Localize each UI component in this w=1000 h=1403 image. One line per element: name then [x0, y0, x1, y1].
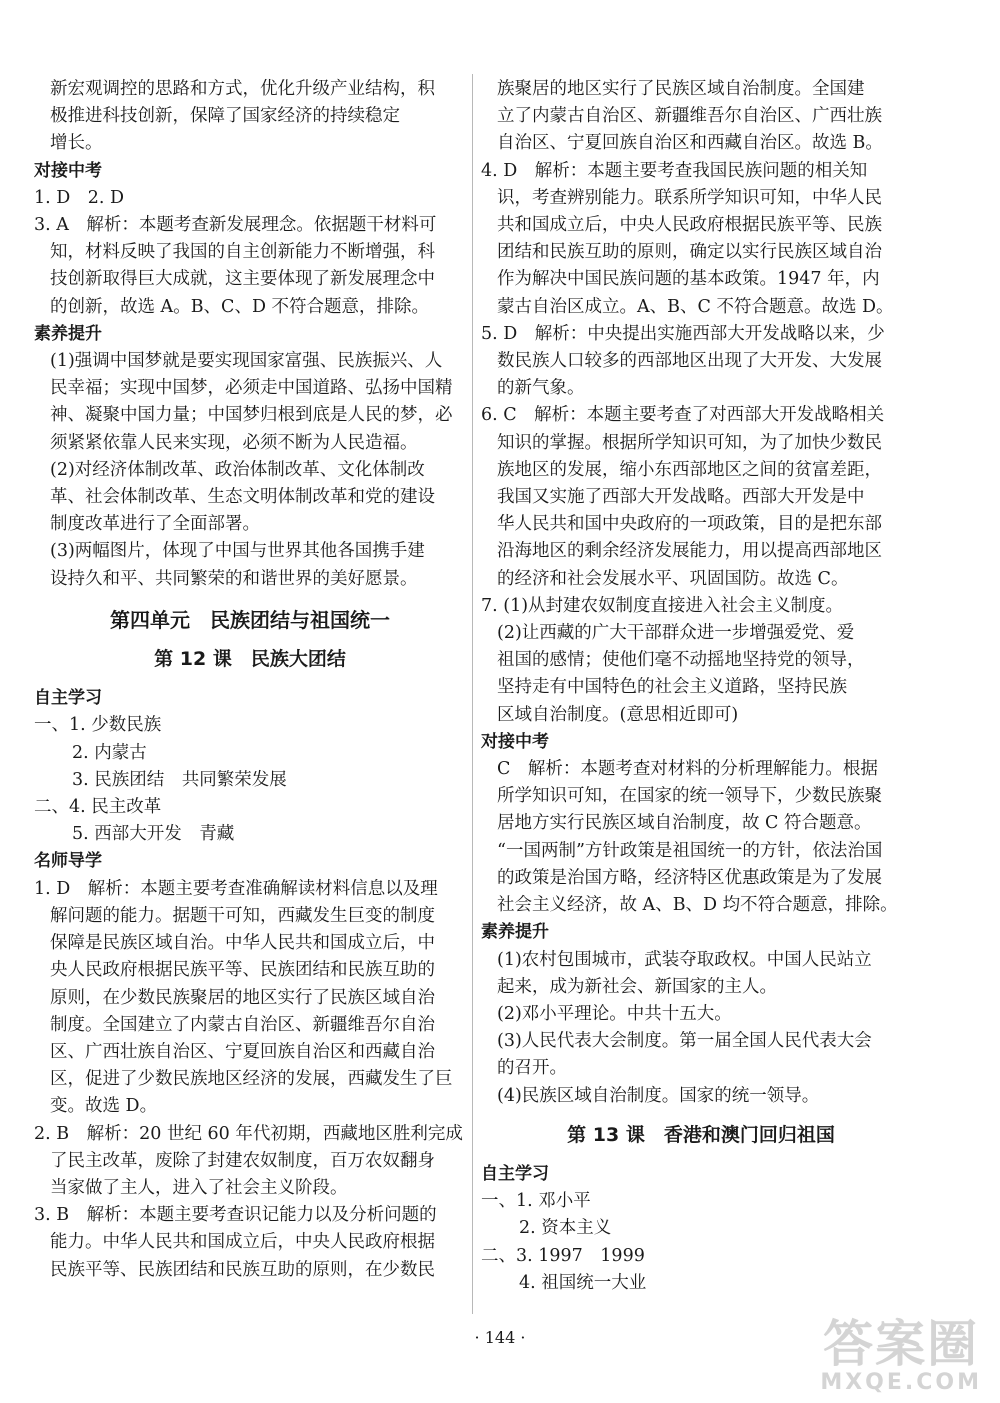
text-line: 沿海地区的剩余经济发展能力，用以提高西部地区	[497, 541, 882, 562]
text-line: 我国又实施了西部大开发战略。西部大开发是中	[497, 487, 865, 508]
text-line: 知识的掌握。根据所学知识可知，为了加快少数民	[497, 432, 882, 453]
section-heading: 素养提升	[481, 922, 549, 943]
text-line: 居地方实行民族区域自治制度，故 C 符合题意。	[497, 813, 872, 834]
text-line: (1)农村包围城市，武装夺取政权。中国人民站立	[497, 949, 872, 970]
text-line: 蒙古自治区成立。A、B、C 不符合题意。故选 D。	[497, 296, 894, 317]
text-line: 保障是民族区域自治。中华人民共和国成立后，中	[50, 933, 435, 954]
text-line: 的政策是治国方略，经济特区优惠政策是为了发展	[497, 867, 882, 888]
text-line: 6. C 解析：本题主要考查了对西部大开发战略相关	[481, 405, 885, 426]
text-line: “一国两制”方针政策是祖国统一的方针，依法治国	[497, 840, 883, 861]
text-line: 3. A 解析：本题考查新发展理念。依据题干材料可	[34, 215, 437, 236]
watermark-logo-text: 答案圈	[823, 1315, 980, 1373]
lesson-title: 第 12 课 民族大团结	[154, 648, 346, 671]
text-line: 7. (1)从封建农奴制度直接进入社会主义制度。	[481, 595, 844, 616]
text-line: 神、凝聚中国力量；中国梦归根到底是人民的梦，必	[50, 405, 453, 426]
text-line: 知，材料反映了我国的自主创新能力不断增强，科	[50, 242, 435, 263]
text-line: 华人民共和国中央政府的一项政策，目的是把东部	[497, 514, 882, 535]
text-line: 自治区、宁夏回族自治区和西藏自治区。故选 B。	[497, 133, 883, 154]
text-line: 区、广西壮族自治区、宁夏回族自治区和西藏自治	[50, 1041, 435, 1062]
text-line: 革、社会体制改革、生态文明体制改革和党的建设	[50, 487, 435, 508]
text-line: 民族平等、民族团结和民族互助的原则，在少数民	[50, 1259, 435, 1280]
text-line: 4. D 解析：本题主要考查我国民族问题的相关知	[481, 160, 868, 181]
text-line: 所学知识可知，在国家的统一领导下，少数民族聚	[497, 786, 882, 807]
text-line: 的经济和社会发展水平、巩固国防。故选 C。	[497, 568, 849, 589]
section-heading: 素养提升	[34, 323, 102, 344]
text-line: 祖国的感情；使他们毫不动摇地坚持党的领导，	[497, 650, 865, 671]
text-line: 的创新，故选 A。B、C、D 不符合题意，排除。	[50, 296, 430, 317]
text-line: 技创新取得巨大成就，这主要体现了新发展理念中	[50, 269, 435, 290]
text-line: 新宏观调控的思路和方式，优化升级产业结构，积	[50, 79, 435, 99]
text-line: (4)民族区域自治制度。国家的统一领导。	[497, 1085, 820, 1106]
text-line: 当家做了主人，进入了社会主义阶段。	[50, 1177, 348, 1198]
text-line: 社会主义经济，故 A、B、D 均不符合题意，排除。	[497, 895, 898, 916]
watermark-logo	[820, 1315, 982, 1395]
text-line: (2)让西藏的广大干部群众进一步增强爱党、爱	[497, 623, 855, 644]
text-line: 的新气象。	[497, 378, 585, 399]
text-line: 立了内蒙古自治区、新疆维吾尔自治区、广西壮族	[497, 106, 882, 127]
text-line: 5. 西部大开发 青藏	[72, 824, 235, 845]
text-line: 3. B 解析：本题主要考查识记能力以及分析问题的	[34, 1205, 437, 1226]
text-line: 原则，在少数民族聚居的地区实行了民族区域自治	[50, 987, 435, 1008]
text-line: (2)对经济体制改革、政治体制改革、文化体制改	[50, 459, 425, 480]
text-line: 了民主改革，废除了封建农奴制度，百万农奴翻身	[50, 1150, 435, 1171]
text-line: 2. 内蒙古	[72, 742, 147, 763]
text-line: 解问题的能力。据题干可知，西藏发生巨变的制度	[50, 905, 435, 926]
text-line: 团结和民族互助的原则，确定以实行民族区域自治	[497, 242, 882, 263]
text-line: 变。故选 D。	[50, 1096, 158, 1117]
text-line: (3)人民代表大会制度。第一届全国人民代表大会	[497, 1031, 872, 1052]
text-line: 区域自治制度。(意思相近即可)	[497, 704, 739, 725]
section-heading: 自主学习	[34, 688, 102, 709]
text-line: 2. 资本主义	[519, 1218, 612, 1239]
text-line: 极推进科技创新，保障了国家经济的持续稳定	[50, 106, 400, 127]
text-line: 一、1. 邓小平	[481, 1191, 591, 1212]
page-number: · 144 ·	[474, 1328, 526, 1347]
text-line: 制度。全国建立了内蒙古自治区、新疆维吾尔自治	[50, 1014, 435, 1035]
text-line: (1)强调中国梦就是要实现国家富强、民族振兴、人	[50, 351, 443, 372]
text-line: 的召开。	[497, 1058, 567, 1079]
text-line: 共和国成立后，中央人民政府根据民族平等、民族	[497, 215, 882, 236]
text-line: 坚持走有中国特色的社会主义道路，坚持民族	[497, 677, 847, 698]
right-column	[481, 76, 921, 1297]
text-line: 族聚居的地区实行了民族区域自治制度。全国建	[497, 79, 865, 99]
text-line: 制度改革进行了全面部署。	[50, 514, 260, 535]
section-heading: 对接中考	[34, 160, 102, 181]
text-line: 族地区的发展，缩小东西部地区之间的贫富差距，	[497, 459, 882, 480]
text-line: 设持久和平、共同繁荣的和谐世界的美好愿景。	[50, 568, 418, 589]
unit-title: 第四单元 民族团结与祖国统一	[110, 607, 390, 632]
text-line: 区，促进了少数民族地区经济的发展，西藏发生了巨	[50, 1069, 453, 1090]
lesson-title: 第 13 课 香港和澳门回归祖国	[567, 1123, 835, 1146]
text-line: 数民族人口较多的西部地区出现了大开发、大发展	[497, 351, 882, 372]
text-line: 二、3. 1997 1999	[481, 1245, 645, 1266]
text-line: 5. D 解析：中央提出实施西部大开发战略以来，少	[481, 323, 885, 344]
left-column	[34, 76, 466, 1284]
text-line: 起来，成为新社会、新国家的主人。	[497, 976, 777, 997]
watermark-site: MXQE.COM	[820, 1370, 982, 1395]
text-line: 4. 祖国统一大业	[519, 1272, 647, 1293]
text-line: 民幸福；实现中国梦，必须走中国道路、弘扬中国精	[50, 378, 453, 399]
text-line: 2. B 解析：20 世纪 60 年代初期，西藏地区胜利完成	[34, 1123, 463, 1144]
text-line: 3. 民族团结 共同繁荣发展	[72, 769, 287, 790]
section-heading: 名师导学	[34, 851, 102, 872]
text-line: 须紧紧依靠人民来实现，必须不断为人民造福。	[50, 432, 418, 453]
text-line: 一、1. 少数民族	[34, 715, 162, 736]
text-line: 1. D 解析：本题主要考查准确解读材料信息以及理	[34, 878, 438, 899]
section-heading: 自主学习	[481, 1163, 549, 1184]
text-line: (3)两幅图片，体现了中国与世界其他各国携手建	[50, 541, 425, 562]
text-line: 央人民政府根据民族平等、民族团结和民族互助的	[50, 960, 435, 981]
text-line: 能力。中华人民共和国成立后，中央人民政府根据	[50, 1232, 435, 1253]
text-line: 增长。	[50, 133, 103, 154]
text-line: 1. D 2. D	[34, 187, 125, 208]
text-line: 作为解决中国民族问题的基本政策。1947 年，内	[497, 269, 880, 290]
text-line: C 解析：本题考查对材料的分析理解能力。根据	[497, 759, 878, 780]
text-line: (2)邓小平理论。中共十五大。	[497, 1003, 732, 1024]
text-line: 二、4. 民主改革	[34, 797, 162, 818]
column-divider	[472, 74, 473, 1314]
text-line: 识，考查辨别能力。联系所学知识可知，中华人民	[497, 187, 882, 208]
section-heading: 对接中考	[481, 731, 549, 752]
